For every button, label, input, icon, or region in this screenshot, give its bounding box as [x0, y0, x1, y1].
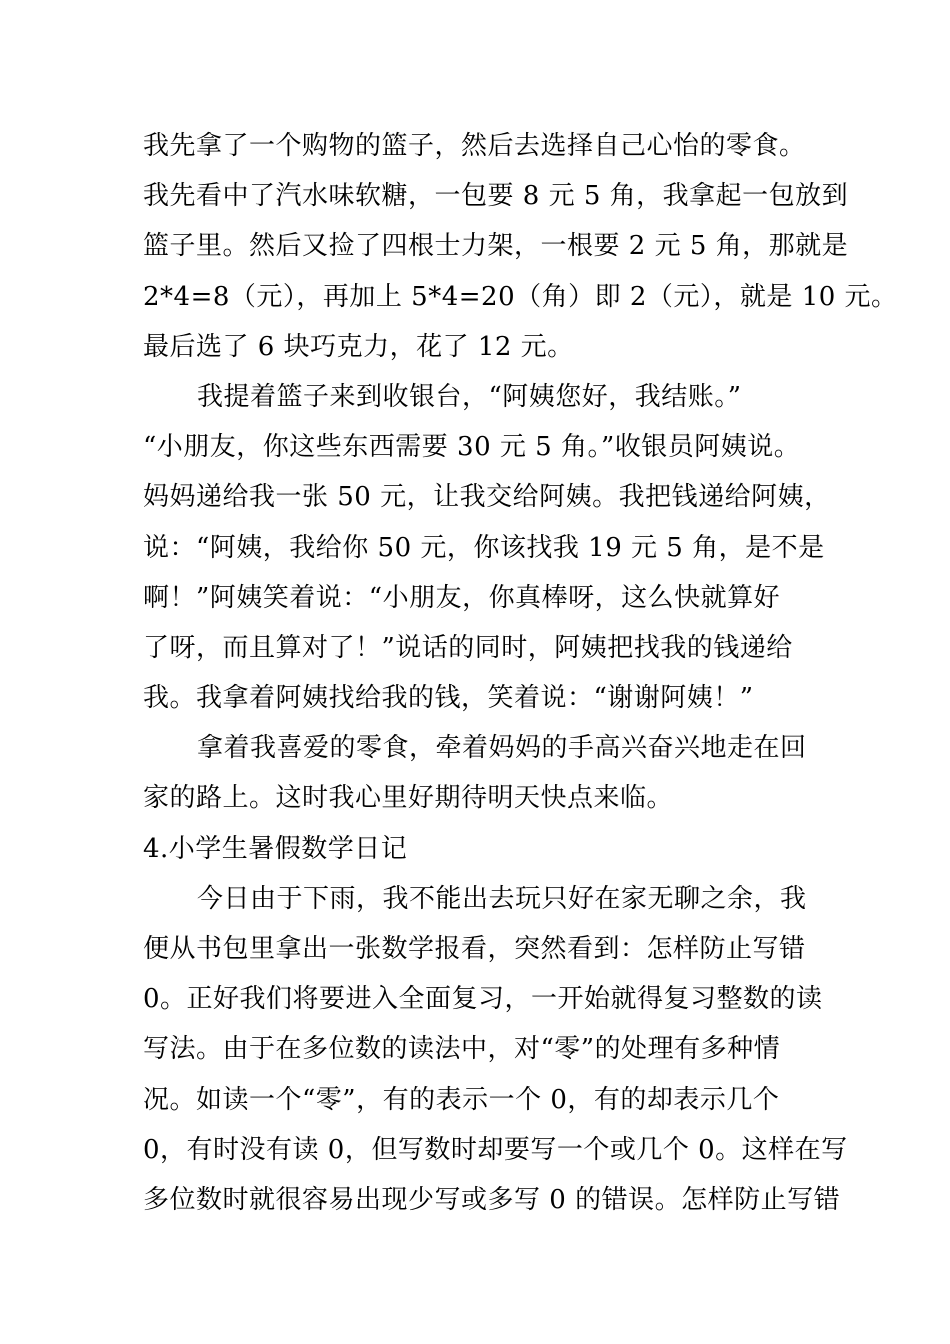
- text-line: 便从书包里拿出一张数学报看，突然看到：怎样防止写错: [143, 934, 806, 964]
- text-line: 我先拿了一个购物的篮子，然后去选择自己心怡的零食。: [143, 131, 806, 161]
- text-line: 最后选了 6 块巧克力，花了 12 元。: [143, 331, 574, 362]
- text-line: 妈妈递给我一张 50 元，让我交给阿姨。我把钱递给阿姨，: [143, 482, 831, 513]
- text-line: 说：“阿姨，我给你 50 元，你该找我 19 元 5 角，是不是: [143, 532, 825, 563]
- text-line: 了呀，而且算对了！”说话的同时，阿姨把找我的钱递给: [143, 632, 793, 663]
- text-line: 0，有时没有读 0，但写数时却要写一个或几个 0。这样在写: [143, 1134, 848, 1165]
- text-line: 况。如读一个“零”，有的表示一个 0，有的却表示几个: [143, 1084, 780, 1115]
- paragraph-start-line: 我提着篮子来到收银台，“阿姨您好，我结账。”: [197, 381, 742, 412]
- text-line: 2*4=8（元），再加上 5*4=20（角）即 2（元），就是 10 元。: [143, 281, 898, 312]
- text-line: 0。正好我们将要进入全面复习，一开始就得复习整数的读: [143, 984, 823, 1015]
- text-line: “小朋友，你这些东西需要 30 元 5 角。”收银员阿姨说。: [143, 432, 801, 463]
- text-line: 我先看中了汽水味软糖，一包要 8 元 5 角，我拿起一包放到: [143, 181, 849, 212]
- text-line: 啊！”阿姨笑着说：“小朋友，你真棒呀，这么快就算好: [143, 582, 781, 613]
- section-heading: 4.小学生暑假数学日记: [143, 833, 408, 864]
- document-body: [143, 127, 898, 1231]
- text-line: 写法。由于在多位数的读法中，对“零”的处理有多种情: [143, 1034, 781, 1065]
- text-line: 家的路上。这时我心里好期待明天快点来临。: [143, 783, 674, 814]
- text-line: 我。我拿着阿姨找给我的钱，笑着说：“谢谢阿姨！”: [143, 683, 754, 714]
- paragraph-start-line: 拿着我喜爱的零食，牵着妈妈的手高兴奋兴地走在回: [197, 733, 807, 764]
- paragraph-start-line: 今日由于下雨，我不能出去玩只好在家无聊之余，我: [197, 883, 807, 914]
- text-line: 多位数时就很容易出现少写或多写 0 的错误。怎样防止写错: [143, 1184, 841, 1215]
- text-line: 篮子里。然后又捡了四根士力架，一根要 2 元 5 角，那就是: [143, 231, 849, 262]
